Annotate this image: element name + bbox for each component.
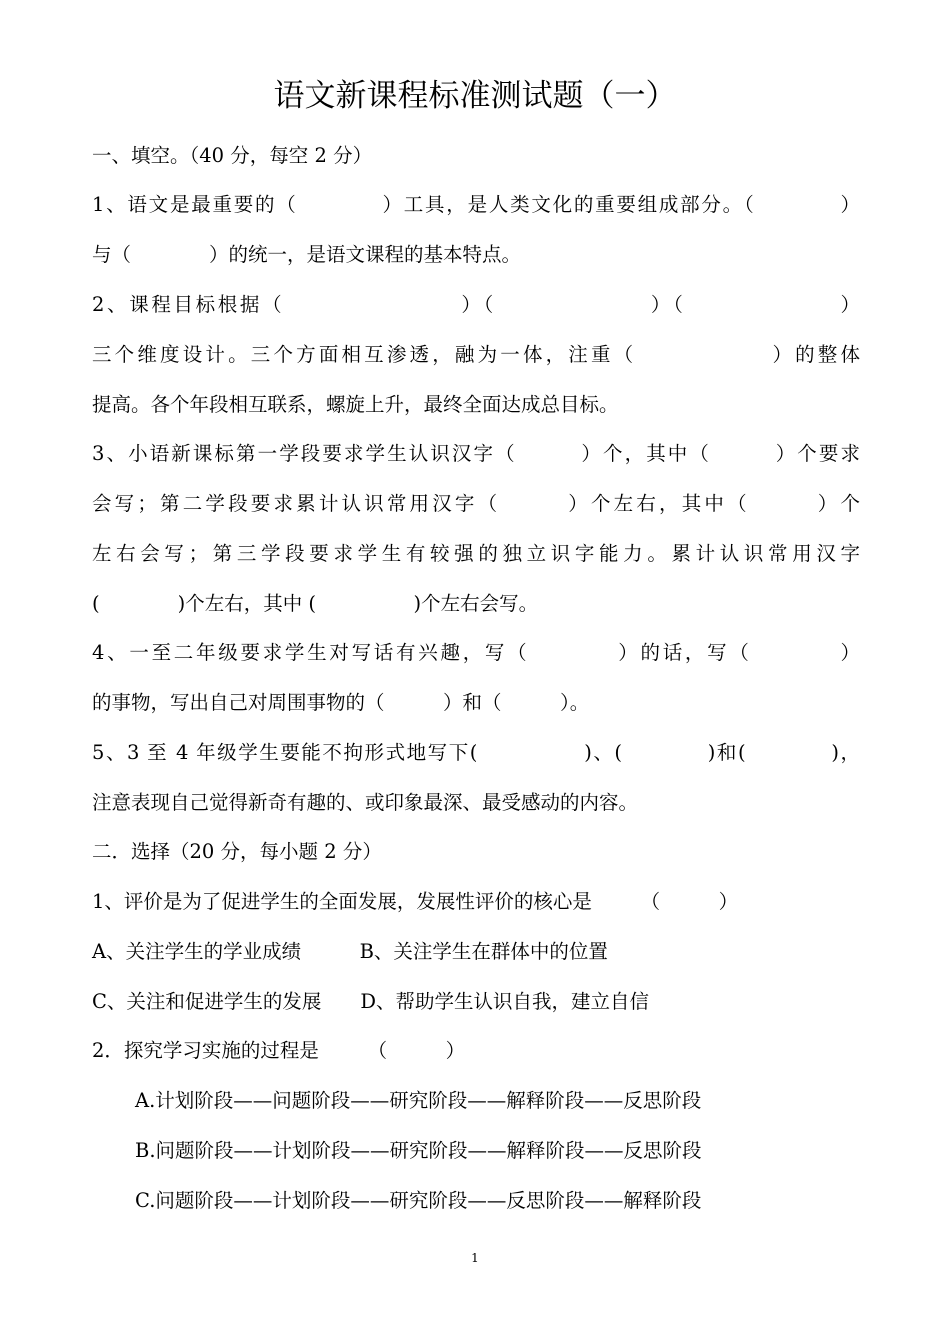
question-line: 提高。各个年段相互联系，螺旋上升，最终全面达成总目标。 (92, 393, 619, 416)
option-line: A、关注学生的学业成绩 B、关注学生在群体中的位置 (92, 940, 608, 963)
question-line: 1、语文是最重要的（ ）工具，是人类文化的重要组成部分。（ ） (92, 193, 860, 216)
question-line: 2、课程目标根据（ ）（ ）（ ） (92, 293, 860, 316)
question-line: 三个维度设计。三个方面相互渗透，融为一体，注重（ ）的整体 (92, 343, 860, 366)
question-line: 左右会写；第三学段要求学生有较强的独立识字能力。累计认识常用汉字 (92, 542, 860, 565)
document-title: 语文新课程标准测试题（一） (273, 78, 677, 114)
question-line: 2．探究学习实施的过程是 （ ） (92, 1039, 466, 1062)
question-line: 的事物，写出自己对周围事物的（ ）和（ ）。 (92, 691, 590, 714)
question-line: 3、小语新课标第一学段要求学生认识汉字（ ）个，其中（ ）个要求 (92, 442, 860, 465)
question-line: 4、一至二年级要求学生对写话有兴趣，写（ ）的话，写（ ） (92, 641, 860, 664)
question-line: ( )个左右，其中 ( )个左右会写。 (92, 592, 539, 615)
question-line: 注意表现自己觉得新奇有趣的、或印象最深、最受感动的内容。 (92, 791, 639, 814)
option-line: C.问题阶段——计划阶段——研究阶段——反思阶段——解释阶段 (135, 1189, 702, 1212)
option-line: A.计划阶段——问题阶段——研究阶段——解释阶段——反思阶段 (135, 1089, 702, 1112)
question-line: 1、评价是为了促进学生的全面发展，发展性评价的核心是 （ ） (92, 890, 739, 913)
page-number: 1 (471, 1251, 479, 1265)
question-line: 会写；第二学段要求累计认识常用汉字（ ）个左右，其中（ ）个 (92, 492, 860, 515)
section-heading-fill-blank: 一、填空。（40 分，每空 2 分） (92, 144, 373, 167)
option-line: B.问题阶段——计划阶段——研究阶段——解释阶段——反思阶段 (135, 1139, 702, 1162)
section-heading-choice: 二．选择（20 分，每小题 2 分） (92, 840, 382, 863)
option-line: C、关注和促进学生的发展 D、帮助学生认识自我，建立自信 (92, 990, 650, 1013)
question-line: 与（ ）的统一，是语文课程的基本特点。 (92, 243, 522, 266)
question-line: 5、3 至 4 年级学生要能不拘形式地写下( )、( )和( )， (92, 741, 860, 764)
